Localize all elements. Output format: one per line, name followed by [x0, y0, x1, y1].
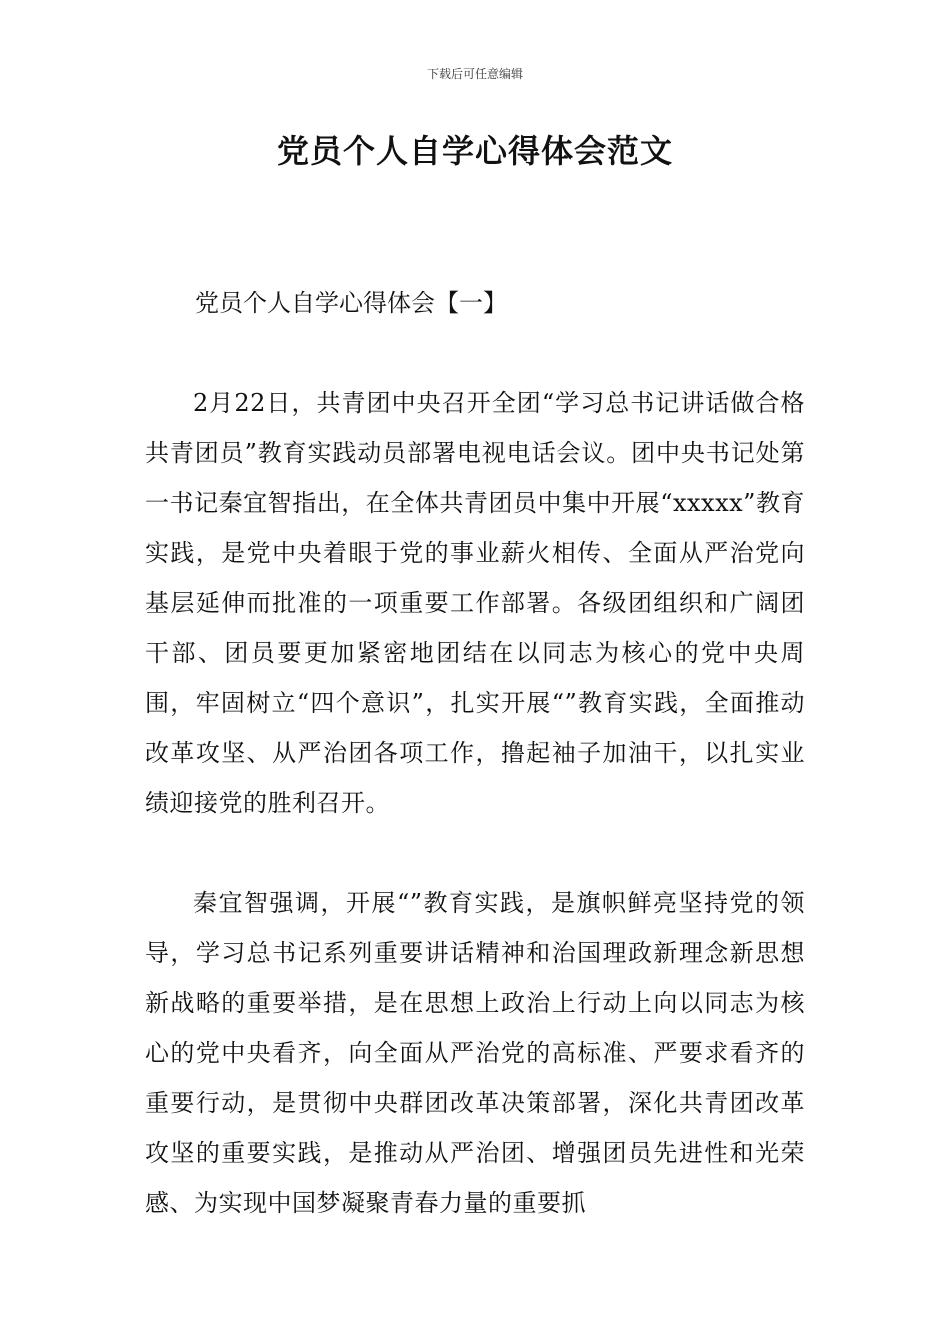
paragraph-spacing	[145, 828, 805, 878]
paragraph-spacing	[145, 328, 805, 378]
document-title: 党员个人自学心得体会范文	[276, 132, 673, 170]
paragraph-2: 秦宜智强调，开展“”教育实践，是旗帜鲜亮坚持党的领导，学习总书记系列重要讲话精神和治国理政新理念新思想新战略的重要举措，是在思想上政治上行动上向以同志为核心的党中央看齐，向全面从严治党的高标准、严要求看齐的重要行动，是贯彻中央群团改革决策部署，深化共青团改革攻坚的重要实践，是推动从严治团、增强团员先进性和光荣感、为实现中国梦凝聚青春力量的重要抓	[145, 889, 805, 1217]
paragraph-1: 2月22日，共青团中央召开全团“学习总书记讲话做合格共青团员”教育实践动员部署电视电话会议。团中央书记处第一书记秦宜智指出，在全体共青团员中集中开展“xxxxx”教育实践，是党中央着眼于党的事业薪火相传、全面从严治党向基层延伸而批准的一项重要工作部署。各级团组织和广阔团干部、团员要更加紧密地团结在以同志为核心的党中央周围，牢固树立“四个意识”，扎实开展“”教育实践，全面推动改革攻坚、从严治团各项工作，撸起袖子加油干，以扎实业绩迎接党的胜利召开。	[145, 389, 805, 817]
section-heading: 党员个人自学心得体会【一】	[195, 289, 507, 317]
header-note: 下载后可任意编辑	[426, 67, 523, 81]
document-body	[145, 278, 805, 1228]
